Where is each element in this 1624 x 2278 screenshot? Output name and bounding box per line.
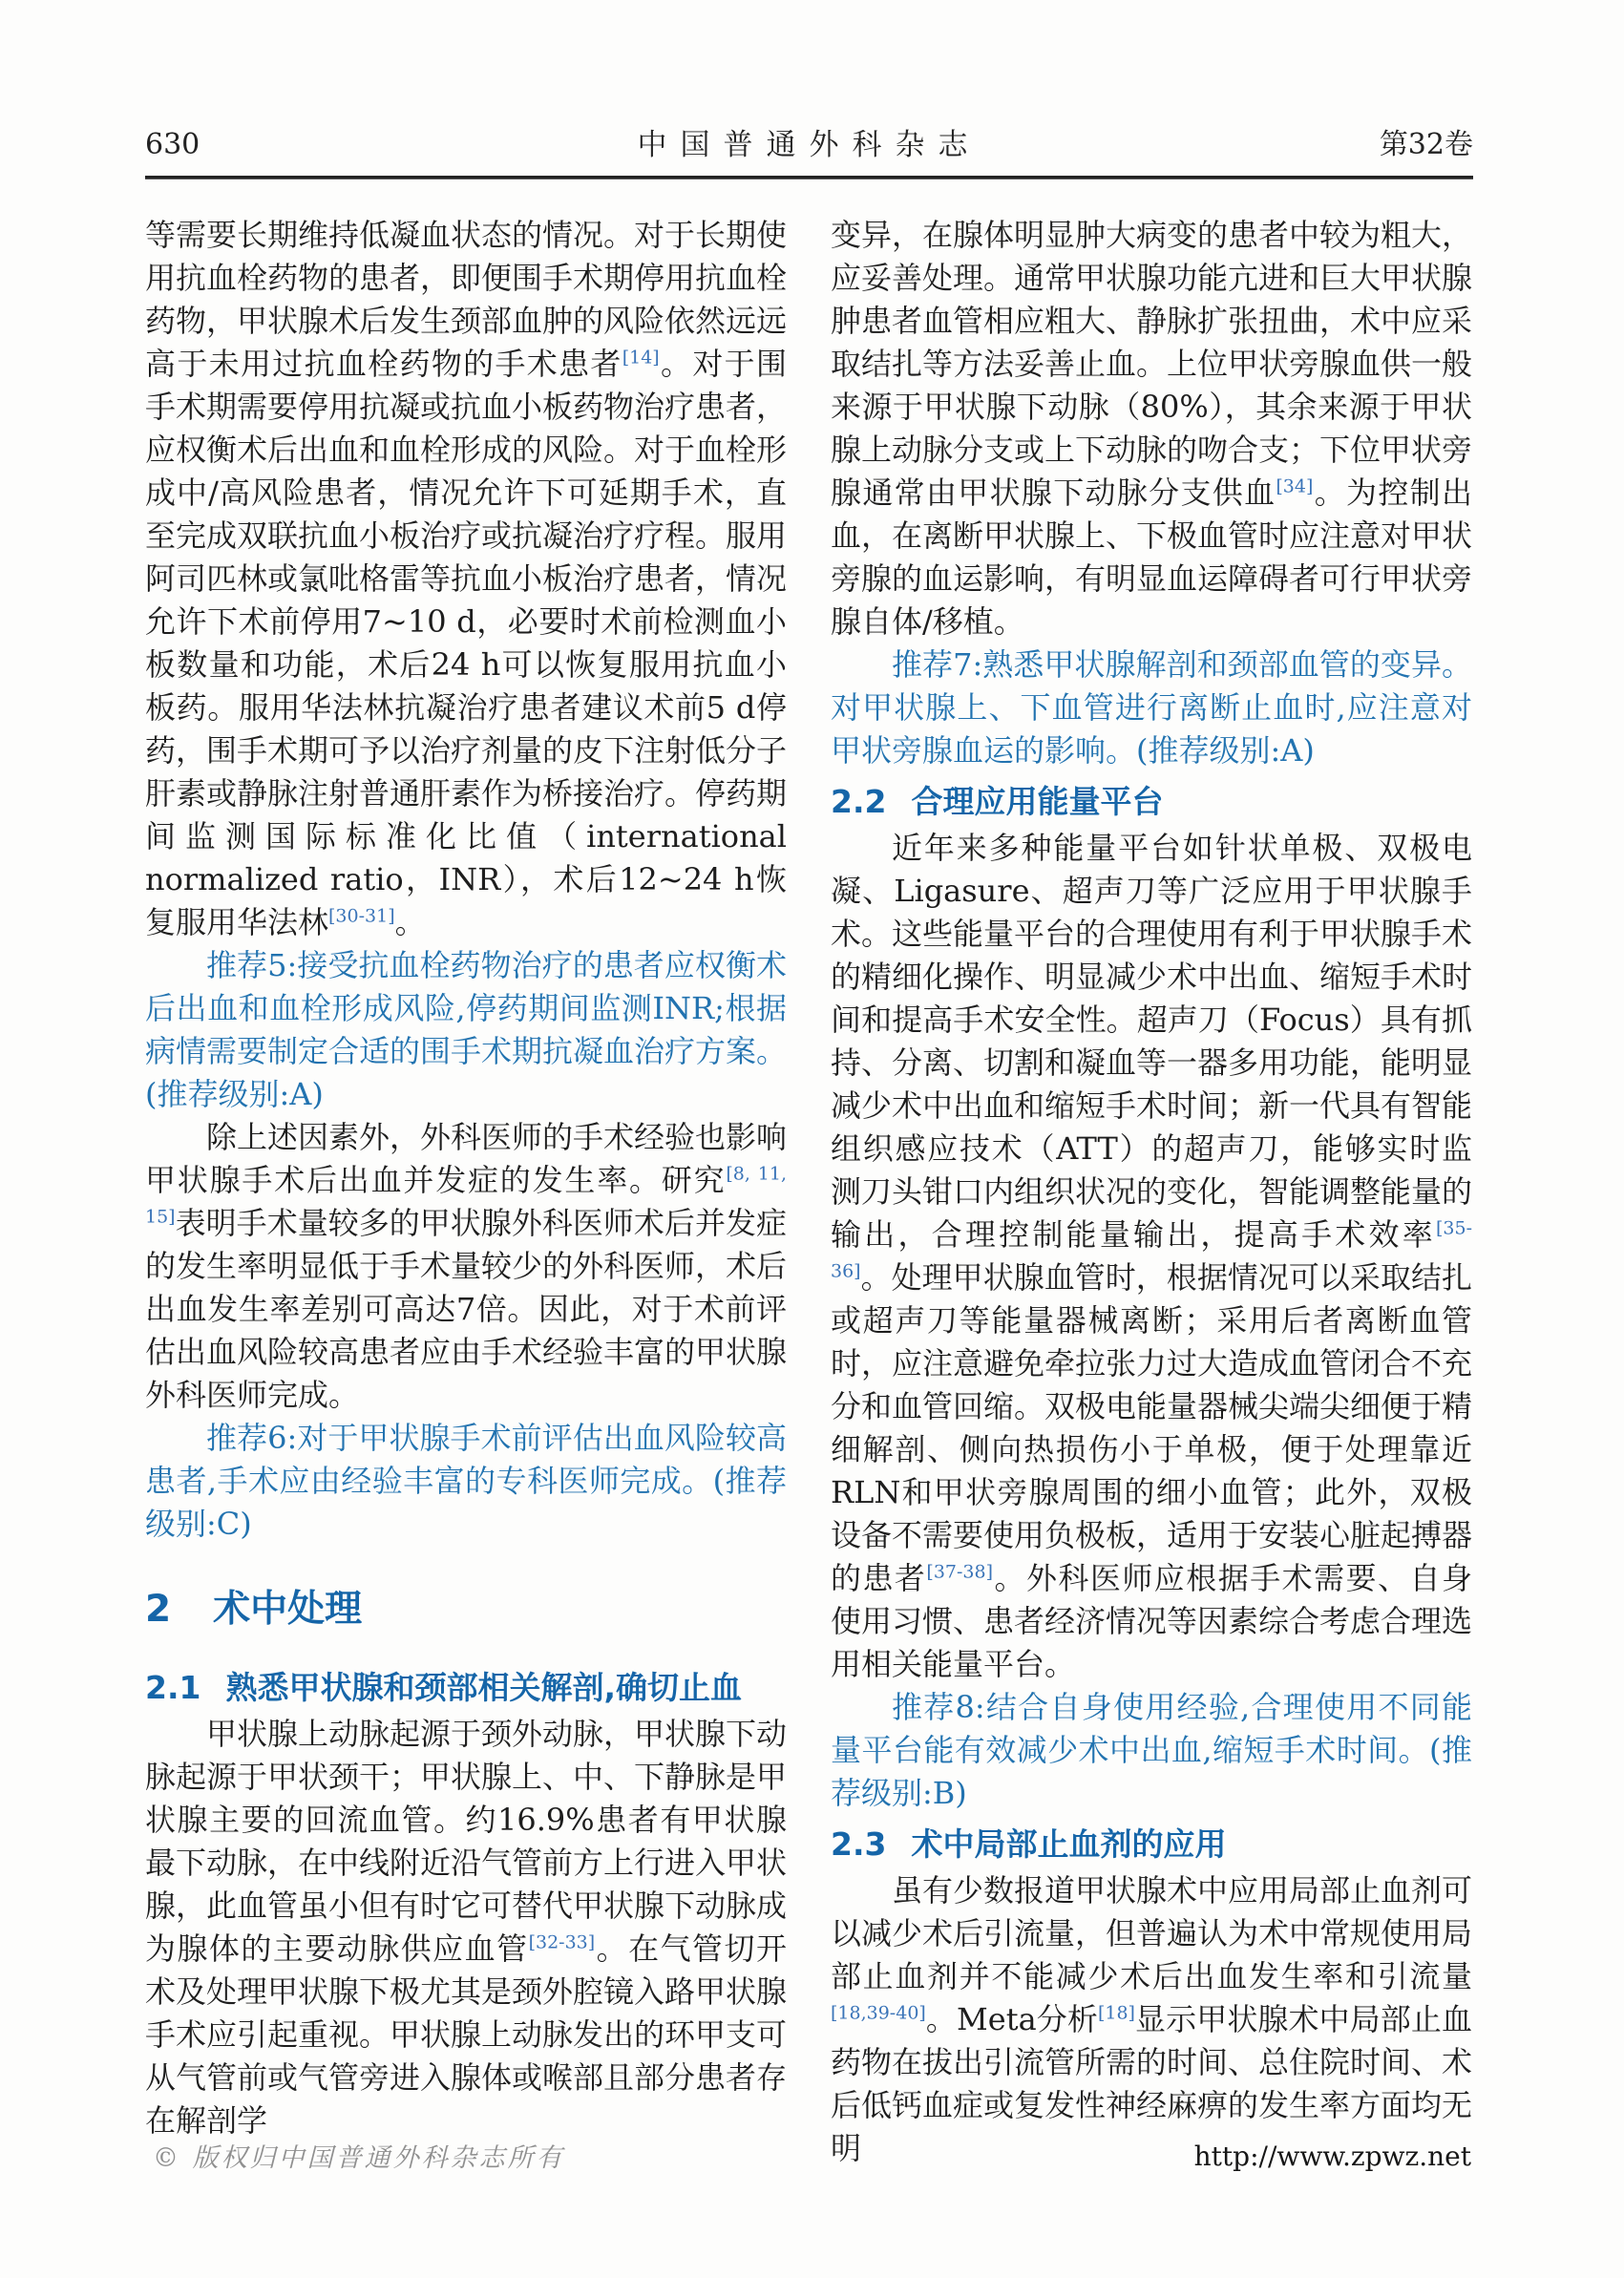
subsection-number: 2.3 bbox=[831, 1825, 887, 1863]
text-run: 。为控制出血，在离断甲状腺上、下极血管时应注意对甲状旁腺的血运影响，有明显血运障碍者可行甲状旁腺自体/移植。 bbox=[831, 475, 1473, 640]
text-run: 显示甲状腺术中局部止血药物在拔出引流管所需的时间、总住院时间、术后低钙血症或复发性神经麻痹的发生率方面均无明 bbox=[831, 2001, 1473, 2166]
subsection-heading-2-2 bbox=[831, 780, 1472, 823]
subsection-title: 合理应用能量平台 bbox=[911, 783, 1164, 820]
subsection-title: 术中局部止血剂的应用 bbox=[911, 1825, 1227, 1863]
text-run: 。 bbox=[394, 904, 426, 940]
citation-32-33: [32-33] bbox=[528, 1931, 596, 1953]
citation-14: [14] bbox=[622, 347, 660, 369]
recommendation-7: 推荐7:熟悉甲状腺解剖和颈部血管的变异。对甲状腺上、下血管进行离断止血时,应注意对甲状旁腺血运的影响。(推荐级别:A) bbox=[831, 646, 1472, 769]
article-body bbox=[145, 214, 1473, 2170]
recommendation-5: 推荐5:接受抗血栓药物治疗的患者应权衡术后出血和血栓形成风险,停药期间监测INR;根据病情需要制定合适的围手术期抗凝血治疗方案。(推荐级别:A) bbox=[145, 947, 788, 1112]
text-run: 。外科医师应根据手术需要、自身使用习惯、患者经济情况等因素综合考虑合理选用相关能量平台。 bbox=[831, 1560, 1473, 1682]
citation-18-39-40: [18,39-40] bbox=[831, 2002, 926, 2024]
text-run: 甲状腺上动脉起源于颈外动脉，甲状腺下动脉起源于甲状颈干；甲状腺上、中、下静脉是甲状腺主要的回流血管。约16.9%患者有甲状腺最下动脉，在中线附近沿气管前方上行进入甲状腺，此血管虽小但有时它可替代甲状腺下动脉成为腺体的主要动脉供应血管 bbox=[145, 1716, 788, 1967]
paragraph-local-hemostatics bbox=[831, 1869, 1472, 2170]
section-number: 2 bbox=[145, 1588, 172, 1631]
footer-copyright: © 版权归中国普通外科杂志所有 bbox=[153, 2143, 565, 2173]
text-run: 表明手术量较多的甲状腺外科医师术后并发症的发生率明显低于手术量较少的外科医师，术后出血发生率差别可高达7倍。因此，对于术前评估出血风险较高患者应由手术经验丰富的甲状腺外科医师完成。 bbox=[145, 1205, 788, 1413]
text-run: 变异，在腺体明显肿大病变的患者中较为粗大，应妥善处理。通常甲状腺功能亢进和巨大甲状腺肿患者血管相应粗大、静脉扩张扭曲，术中应采取结扎等方法妥善止血。上位甲状旁腺血供一般来源于甲状腺下动脉（80%），其余来源于甲状腺上动脉分支或上下动脉的吻合支；下位甲状旁腺通常由甲状腺下动脉分支供血 bbox=[831, 217, 1473, 511]
text-run: 等需要长期维持低凝血状态的情况。对于长期使用抗血栓药物的患者，即便围手术期停用抗血栓药物，甲状腺术后发生颈部血肿的风险依然远远高于未用过抗血栓药物的手术患者 bbox=[145, 217, 788, 382]
citation-8-11-15: [8, 11, 15] bbox=[145, 1163, 787, 1228]
paragraph-anticoagulant-management bbox=[145, 214, 787, 944]
text-run: 。Meta分析 bbox=[925, 2001, 1098, 2037]
page-header bbox=[145, 120, 1473, 164]
subsection-number: 2.2 bbox=[831, 783, 887, 820]
text-run: 。在气管切开术及处理甲状腺下极尤其是颈外腔镜入路甲状腺手术应引起重视。甲状腺上动脉发出的环甲支可从气管前或气管旁进入腺体或喉部且部分患者存在解剖学 bbox=[145, 1930, 788, 2139]
subsection-number: 2.1 bbox=[145, 1669, 201, 1706]
left-column bbox=[145, 214, 787, 2170]
subsection-heading-2-1 bbox=[145, 1666, 787, 1709]
subsection-title: 熟悉甲状腺和颈部相关解剖,确切止血 bbox=[225, 1669, 743, 1706]
paragraph-thyroid-anatomy bbox=[145, 1713, 787, 2142]
header-rule bbox=[145, 176, 1473, 179]
page-number: 630 bbox=[145, 128, 200, 161]
text-run: 。处理甲状腺血管时，根据情况可以采取结扎或超声刀等能量器械离断；采用后者离断血管时，应注意避免牵拉张力过大造成血管闭合不充分和血管回缩。双极电能量器械尖端尖细便于精细解剖、侧向热损伤小于单极，便于处理靠近RLN和甲状旁腺周围的细小血管；此外，双极设备不需要使用负极板，适用于安装心脏起搏器的患者 bbox=[831, 1259, 1473, 1596]
citation-18: [18] bbox=[1097, 2002, 1135, 2024]
citation-30-31: [30-31] bbox=[328, 905, 395, 927]
recommendation-6: 推荐6:对于甲状腺手术前评估出血风险较高患者,手术应由经验丰富的专科医师完成。(推荐级别:C) bbox=[145, 1420, 787, 1542]
subsection-heading-2-3 bbox=[831, 1823, 1472, 1866]
footer-url: http://www.zpwz.net bbox=[1193, 2141, 1471, 2172]
citation-34: [34] bbox=[1276, 475, 1314, 497]
volume-label: 第32卷 bbox=[1379, 128, 1473, 161]
text-run: 虽有少数报道甲状腺术中应用局部止血剂可以减少术后引流量，但普遍认为术中常规使用局部止血剂并不能减少术后出血发生率和引流量 bbox=[831, 1872, 1473, 1994]
right-column bbox=[831, 214, 1472, 2170]
text-run: 除上述因素外，外科医师的手术经验也影响甲状腺手术后出血并发症的发生率。研究 bbox=[145, 1119, 788, 1198]
paragraph-surgeon-experience bbox=[145, 1116, 787, 1417]
section-title: 术中处理 bbox=[213, 1588, 363, 1631]
paragraph-energy-platforms bbox=[831, 827, 1472, 1686]
citation-37-38: [37-38] bbox=[926, 1561, 994, 1583]
recommendation-8: 推荐8:结合自身使用经验,合理使用不同能量平台能有效减少术中出血,缩短手术时间。(推荐级别:B) bbox=[831, 1689, 1472, 1811]
citation-35-36: [35-36] bbox=[831, 1217, 1472, 1282]
text-run: 近年来多种能量平台如针状单极、双极电凝、Ligasure、超声刀等广泛应用于甲状腺手术。这些能量平台的合理使用有利于甲状腺手术的精细化操作、明显减少术中出血、缩短手术时间和提高手术安全性。超声刀（Focus）具有抓持、分离、切割和凝血等一器多用功能，能明显减少术中出血和缩短手术时间；新一代具有智能组织感应技术（ATT）的超声刀，能够实时监测刀头钳口内组织状况的变化，智能调整能量的输出，合理控制能量输出，提高手术效率 bbox=[831, 830, 1473, 1253]
text-run: 。对于围手术期需要停用抗凝或抗血小板药物治疗患者，应权衡术后出血和血栓形成的风险。对于血栓形成中/高风险患者，情况允许下可延期手术，直至完成双联抗血小板治疗或抗凝治疗疗程。服用阿司匹林或氯吡格雷等抗血小板治疗患者，情况允许下术前停用7~10 d，必要时术前检测血小板数量和功能，术后24 h可以恢复服用抗血小板药。服用华法林抗凝治疗患者建议术前5 d停药，围手术期可予以治疗剂量的皮下注射低分子肝素或静脉注射普通肝素作为桥接治疗。停药期间监测国际标准化比值（international normalized ratio，INR），术后12~24 h恢复服用华法林 bbox=[145, 346, 788, 940]
journal-title: 中国普通外科杂志 bbox=[637, 128, 981, 162]
paragraph-vessel-variation bbox=[831, 214, 1472, 643]
section-heading-2 bbox=[145, 1586, 787, 1634]
